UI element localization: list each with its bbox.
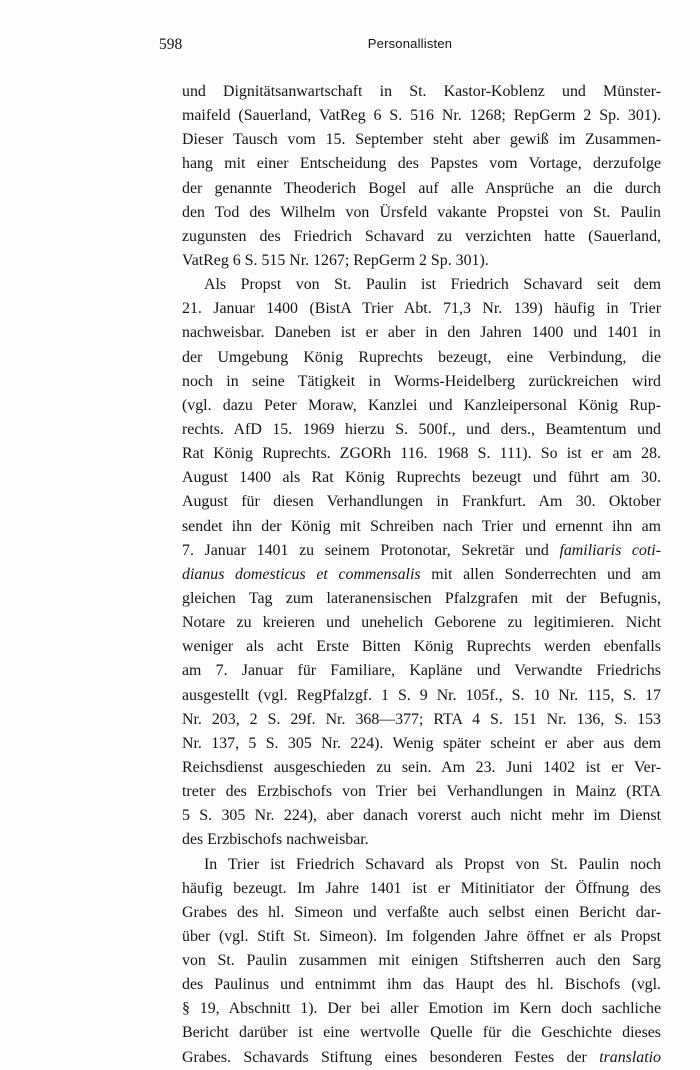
text-line bbox=[182, 370, 661, 394]
text-line bbox=[182, 853, 661, 877]
text-run: Reichsdienst ausgeschieden zu sein. Am 23. Juni 1402 ist er Ver- bbox=[182, 758, 661, 776]
text-run: 21. Januar 1400 (BistA Trier Abt. 71,3 Nr. 139) häufig in Trier bbox=[182, 300, 661, 318]
text-run: zugunsten des Friedrich Schavard zu verzichten hatte (Sauerland, bbox=[182, 227, 661, 245]
text-run: treter des Erzbischofs von Trier bei Verhandlungen in Mainz (RTA bbox=[182, 783, 661, 801]
text-line bbox=[182, 804, 661, 828]
text-line bbox=[182, 901, 661, 925]
text-run: 7. Januar 1401 zu seinem Protonotar, Sekretär und bbox=[182, 541, 560, 559]
text-run: am 7. Januar für Familiare, Kapläne und Verwandte Friedrichs bbox=[182, 662, 661, 680]
text-run: (vgl. dazu Peter Moraw, Kanzlei und Kanzleipersonal König Rup- bbox=[182, 396, 661, 414]
italic-text-run: translatio bbox=[599, 1048, 661, 1066]
text-line bbox=[182, 828, 661, 852]
text-run: ausgestellt (vgl. RegPfalzgf. 1 S. 9 Nr. 105f., S. 10 Nr. 115, S. 17 bbox=[182, 686, 661, 704]
text-run: des Paulinus und entnimmt ihm das Haupt des hl. Bischofs (vgl. bbox=[182, 976, 661, 994]
text-line bbox=[182, 611, 661, 635]
text-line bbox=[182, 563, 661, 587]
text-line bbox=[182, 539, 661, 563]
text-line bbox=[182, 949, 661, 973]
italic-text-run: familiaris coti- bbox=[559, 541, 661, 559]
text-line bbox=[182, 684, 661, 708]
text-run: gleichen Tag zum lateranensischen Pfalzgrafen mit der Befugnis, bbox=[182, 589, 661, 607]
text-line bbox=[182, 297, 661, 321]
text-run: häufig bezeugt. Im Jahre 1401 ist er Mitinitiator der Öffnung des bbox=[182, 879, 661, 897]
text-run: Dieser Tausch vom 15. September steht aber gewiß im Zusammen- bbox=[182, 131, 661, 149]
text-run: mit allen Sonderrechten und am bbox=[420, 565, 661, 583]
text-run: von St. Paulin zusammen mit einigen Stiftsherren auch den Sarg bbox=[182, 952, 661, 970]
text-run: § 19, Abschnitt 1). Der bei aller Emotion im Kern doch sachliche bbox=[182, 1000, 661, 1018]
text-line bbox=[182, 925, 661, 949]
text-line bbox=[182, 201, 661, 225]
text-line bbox=[182, 249, 661, 273]
text-line bbox=[182, 515, 661, 539]
text-line bbox=[182, 152, 661, 176]
text-run: und Dignitätsanwartschaft in St. Kastor-Koblenz und Münster- bbox=[182, 83, 661, 100]
text-line bbox=[182, 635, 661, 659]
text-line bbox=[182, 1046, 661, 1070]
text-run: der Umgebung König Ruprechts bezeugt, eine Verbindung, die bbox=[182, 348, 661, 366]
text-line bbox=[182, 394, 661, 418]
text-run: Grabes. Schavards Stiftung eines besonderen Festes der bbox=[182, 1048, 600, 1066]
text-line bbox=[182, 732, 661, 756]
text-line bbox=[182, 1021, 661, 1045]
italic-text-run: dianus domesticus et commensalis bbox=[182, 565, 421, 583]
text-line bbox=[182, 466, 661, 490]
text-line bbox=[182, 442, 661, 466]
text-line bbox=[182, 177, 661, 201]
text-line bbox=[182, 418, 661, 442]
running-head: Personallisten bbox=[367, 36, 453, 51]
text-run: Grabes des hl. Simeon und verfaßte auch selbst einen Bericht dar- bbox=[182, 903, 661, 921]
text-run: Als Propst von St. Paulin ist Friedrich Schavard seit dem bbox=[204, 276, 661, 294]
text-run: Nr. 137, 5 S. 305 Nr. 224). Wenig später scheint er aber aus dem bbox=[182, 734, 661, 752]
text-line bbox=[182, 346, 661, 370]
text-line bbox=[182, 756, 661, 780]
page-number: 598 bbox=[159, 36, 183, 53]
text-line bbox=[182, 780, 661, 804]
text-line bbox=[182, 80, 661, 104]
text-run: noch in seine Tätigkeit in Worms-Heidelberg zurückreichen wird bbox=[182, 372, 661, 390]
text-line bbox=[182, 997, 661, 1021]
text-run: Rat König Ruprechts. ZGORh 116. 1968 S. 111). So ist er am 28. bbox=[182, 445, 661, 463]
text-line bbox=[182, 273, 661, 297]
text-run: August für diesen Verhandlungen in Frankfurt. Am 30. Oktober bbox=[182, 493, 661, 511]
text-line bbox=[182, 104, 661, 128]
text-run: In Trier ist Friedrich Schavard als Propst von St. Paulin noch bbox=[204, 855, 661, 873]
text-line bbox=[182, 659, 661, 683]
text-run: weniger als acht Erste Bitten König Ruprechts werden ebenfalls bbox=[182, 638, 661, 656]
text-run: der genannte Theoderich Bogel auf alle Ansprüche an die durch bbox=[182, 179, 661, 197]
text-run: sendet ihn der König mit Schreiben nach Trier und ernennt ihn am bbox=[182, 517, 661, 535]
body-text bbox=[182, 80, 661, 1070]
text-run: VatReg 6 S. 515 Nr. 1267; RepGerm 2 Sp. 301). bbox=[182, 251, 489, 269]
text-run: des Erzbischofs nachweisbar. bbox=[182, 831, 369, 849]
text-run: Notare zu kreieren und unehelich Geborene zu legitimieren. Nicht bbox=[182, 614, 661, 632]
text-run: maifeld (Sauerland, VatReg 6 S. 516 Nr. 1268; RepGerm 2 Sp. 301). bbox=[182, 107, 661, 125]
text-line bbox=[182, 321, 661, 345]
text-run: über (vgl. Stift St. Simeon). Im folgenden Jahre öffnet er als Propst bbox=[182, 927, 661, 945]
text-line bbox=[182, 708, 661, 732]
text-line bbox=[182, 587, 661, 611]
text-line bbox=[182, 973, 661, 997]
text-line bbox=[182, 128, 661, 152]
text-line bbox=[182, 225, 661, 249]
text-run: 5 S. 305 Nr. 224), aber danach vorerst auch nicht mehr im Dienst bbox=[182, 807, 661, 825]
text-run: Bericht darüber ist eine wertvolle Quelle für die Geschichte dieses bbox=[182, 1024, 661, 1042]
text-run: nachweisbar. Daneben ist er aber in den Jahren 1400 und 1401 in bbox=[182, 324, 661, 342]
text-run: Nr. 203, 2 S. 29f. Nr. 368—377; RTA 4 S. 151 Nr. 136, S. 153 bbox=[182, 710, 661, 728]
text-run: den Tod des Wilhelm von Ürsfeld vakante Propstei von St. Paulin bbox=[182, 203, 661, 221]
text-run: hang mit einer Entscheidung des Papstes vom Vortage, derzufolge bbox=[182, 155, 661, 173]
text-line bbox=[182, 877, 661, 901]
text-line bbox=[182, 490, 661, 514]
text-run: August 1400 als Rat König Ruprechts bezeugt und führt am 30. bbox=[182, 469, 661, 487]
page-header bbox=[159, 36, 661, 58]
text-run: rechts. AfD 15. 1969 hierzu S. 500f., und ders., Beamtentum und bbox=[182, 420, 661, 438]
